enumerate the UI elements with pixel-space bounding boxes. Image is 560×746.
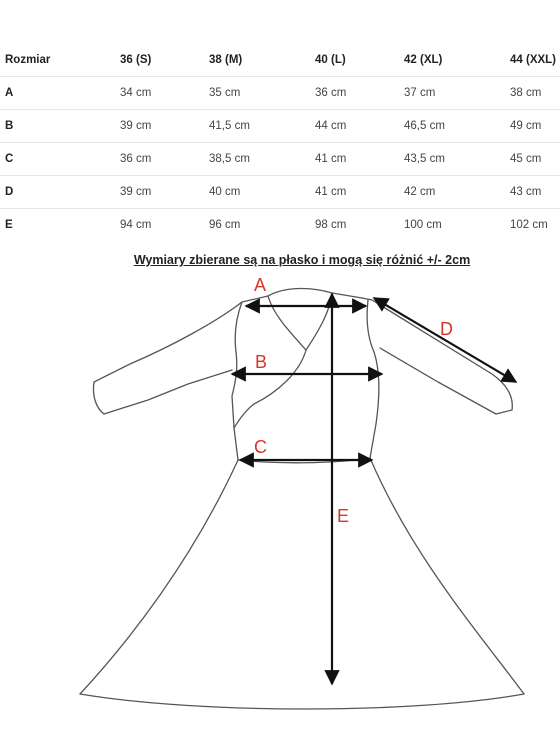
measure-label-e: E xyxy=(337,506,350,526)
dress-right-side xyxy=(367,300,379,458)
table-cell: 37 cm xyxy=(404,87,436,99)
row-label-b: B xyxy=(5,120,14,132)
table-cell: 42 cm xyxy=(404,186,436,198)
table-cell: 40 cm xyxy=(209,186,241,198)
dress-right-sleeve xyxy=(362,298,512,414)
header-size-42: 42 (XL) xyxy=(404,54,443,66)
table-cell: 49 cm xyxy=(510,120,542,132)
table-cell: 41,5 cm xyxy=(209,120,250,132)
table-row xyxy=(0,176,560,209)
dress-skirt-right xyxy=(370,458,524,694)
row-label-d: D xyxy=(5,186,14,198)
table-row xyxy=(0,143,560,176)
measure-arrow-d xyxy=(374,298,516,382)
dress-left-side xyxy=(232,302,242,460)
table-cell: 94 cm xyxy=(120,219,152,231)
table-cell: 102 cm xyxy=(510,219,548,231)
dress-skirt-left xyxy=(80,460,238,694)
table-cell: 43,5 cm xyxy=(404,153,445,165)
table-cell: 38 cm xyxy=(510,87,542,99)
dress-neckline xyxy=(268,288,332,296)
dress-wrap-inner xyxy=(306,293,332,350)
dress-outline xyxy=(80,288,524,709)
table-cell: 44 cm xyxy=(315,120,347,132)
table-cell: 34 cm xyxy=(120,87,152,99)
row-label-e: E xyxy=(5,219,13,231)
measure-label-d: D xyxy=(440,319,453,339)
dress-wrap-front xyxy=(234,296,306,428)
table-cell: 96 cm xyxy=(209,219,241,231)
row-label-a: A xyxy=(5,87,14,99)
table-cell: 46,5 cm xyxy=(404,120,445,132)
dress-hem xyxy=(80,694,524,709)
table-cell: 43 cm xyxy=(510,186,542,198)
table-row xyxy=(0,77,560,110)
table-cell: 36 cm xyxy=(315,87,347,99)
header-size-38: 38 (M) xyxy=(209,54,243,66)
header-size-40: 40 (L) xyxy=(315,54,346,66)
measurement-note: Wymiary zbierane są na płasko i mogą się różnić +/- 2cm xyxy=(133,253,471,267)
table-cell: 41 cm xyxy=(315,153,347,165)
table-cell: 45 cm xyxy=(510,153,542,165)
size-table-header-row xyxy=(0,44,560,77)
row-label-c: C xyxy=(5,153,14,165)
header-rozmiar: Rozmiar xyxy=(5,54,51,66)
table-row xyxy=(0,209,560,242)
table-cell: 39 cm xyxy=(120,186,152,198)
measure-label-c: C xyxy=(254,437,267,457)
table-cell: 38,5 cm xyxy=(209,153,250,165)
header-size-44: 44 (XXL) xyxy=(510,54,557,66)
table-cell: 39 cm xyxy=(120,120,152,132)
measure-label-a: A xyxy=(254,275,267,295)
table-cell: 35 cm xyxy=(209,87,241,99)
size-table xyxy=(0,44,560,241)
table-cell: 100 cm xyxy=(404,219,442,231)
measure-label-b: B xyxy=(255,352,268,372)
dress-neck-right xyxy=(332,293,362,298)
dress-left-sleeve xyxy=(93,296,268,414)
table-cell: 98 cm xyxy=(315,219,347,231)
dress-measurement-diagram xyxy=(0,268,560,746)
table-cell: 41 cm xyxy=(315,186,347,198)
header-size-36: 36 (S) xyxy=(120,54,152,66)
table-cell: 36 cm xyxy=(120,153,152,165)
table-row xyxy=(0,110,560,143)
